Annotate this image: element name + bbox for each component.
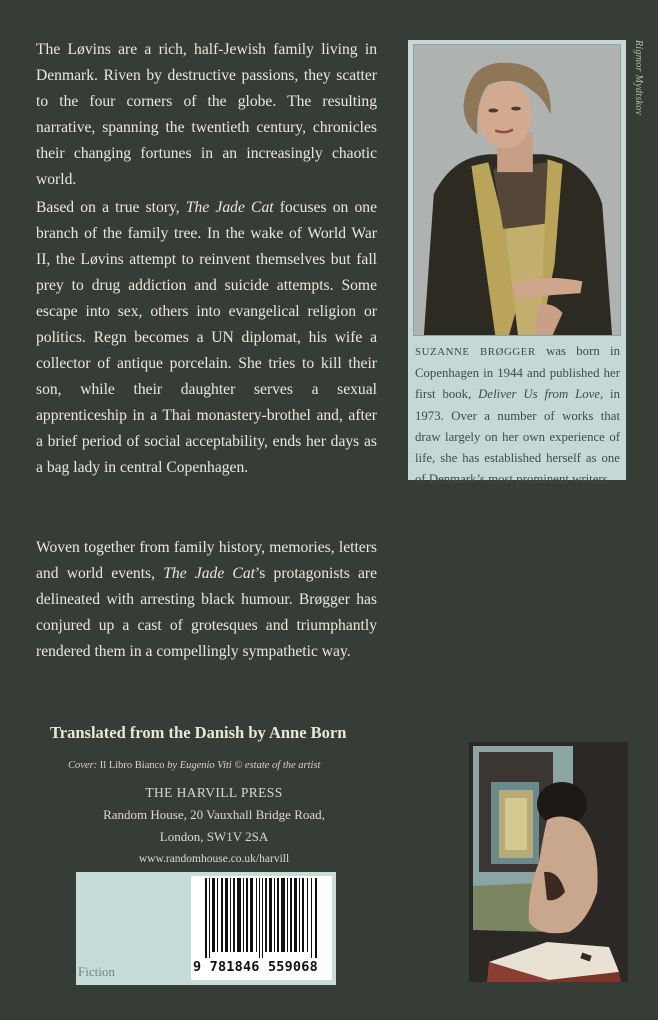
publisher-url[interactable]: www.randomhouse.co.uk/harvill bbox=[138, 853, 290, 865]
portrait-image-icon bbox=[414, 45, 620, 335]
blurb-paragraph-1 bbox=[36, 37, 377, 193]
first-book-title: Deliver Us from Love bbox=[478, 387, 600, 402]
author-bio-text: , in 1973. Over a number of works that draw largely on her own experience of life, she has established herself as one of Denmark’s most prominent writers. bbox=[415, 387, 620, 487]
book-title: The Jade Cat bbox=[185, 199, 274, 216]
blurb-text-part: Woven together from family history, memories, letters and world events, bbox=[36, 539, 377, 582]
publisher-block bbox=[76, 782, 352, 870]
cover-painting bbox=[469, 742, 628, 982]
blurb-text-part: ’s protagonists are delineated with arresting black humour. Brøgger has conjured up a cast of grotesques and triumphantly rendered them in a compellingly sympathetic way. bbox=[36, 565, 378, 660]
publisher-name: THE HARVILL PRESS bbox=[145, 785, 283, 800]
photo-credit: Rigmor Mydtskov bbox=[633, 40, 644, 116]
blurb-paragraph-2 bbox=[36, 195, 377, 481]
publisher-address-2: London, SW1V 2SA bbox=[159, 829, 269, 844]
isbn-number: 9 781846 559068 bbox=[193, 959, 318, 975]
blurb-text: The Løvins are a rich, half-Jewish family living in Denmark. Riven by destructive passions, they scatter to the four corners of the globe. The resulting narrative, spanning the twentieth century, chronicles their changing fortunes in an increasingly chaotic world. bbox=[36, 41, 377, 188]
author-bio-text: was born in Copenhagen in 1944 and published her first book, bbox=[415, 344, 620, 402]
author-name: SUZANNE BRØGGER bbox=[415, 346, 536, 358]
barcode-icon bbox=[205, 878, 321, 958]
blurb-text bbox=[36, 535, 377, 665]
author-panel bbox=[408, 40, 626, 487]
blurb-text-part: Based on a true story, bbox=[36, 199, 186, 216]
translator-credit: Translated from the Danish by Anne Born bbox=[50, 723, 347, 742]
cover-artist: by Eugenio Viti © estate of the artist bbox=[167, 760, 321, 771]
genre-label: Fiction bbox=[78, 964, 115, 979]
cover-credit bbox=[68, 760, 368, 771]
author-photo bbox=[413, 44, 621, 336]
blurb-text bbox=[36, 195, 377, 481]
isbn-barcode bbox=[191, 876, 332, 980]
cover-credit-label: Cover: bbox=[68, 760, 98, 771]
publisher-address-1: Random House, 20 Vauxhall Bridge Road, bbox=[103, 807, 325, 822]
blurb-paragraph-3 bbox=[36, 535, 377, 665]
cover-work-title: Il Libro Bianco bbox=[97, 760, 168, 771]
blurb-text-part: focuses on one branch of the family tree. In the wake of World War II, the Løvins attempt to reinvent themselves but fall prey to drug addiction and suicide attempts. Some escape into sex, others into evangelical religion or politics. Regn becomes a UN diplomat, his wife a collector of antique porcelain. She tries to kill their son, while their daughter serves a sexual apprenticeship in a Thai monastery-brothel and, after a brief period of social acceptability, ends her days as a bag lady in central Copenhagen. bbox=[36, 199, 378, 476]
book-title: The Jade Cat bbox=[163, 565, 255, 582]
barcode-panel bbox=[76, 872, 336, 985]
painting-image-icon bbox=[469, 742, 628, 982]
author-bio bbox=[415, 341, 620, 490]
